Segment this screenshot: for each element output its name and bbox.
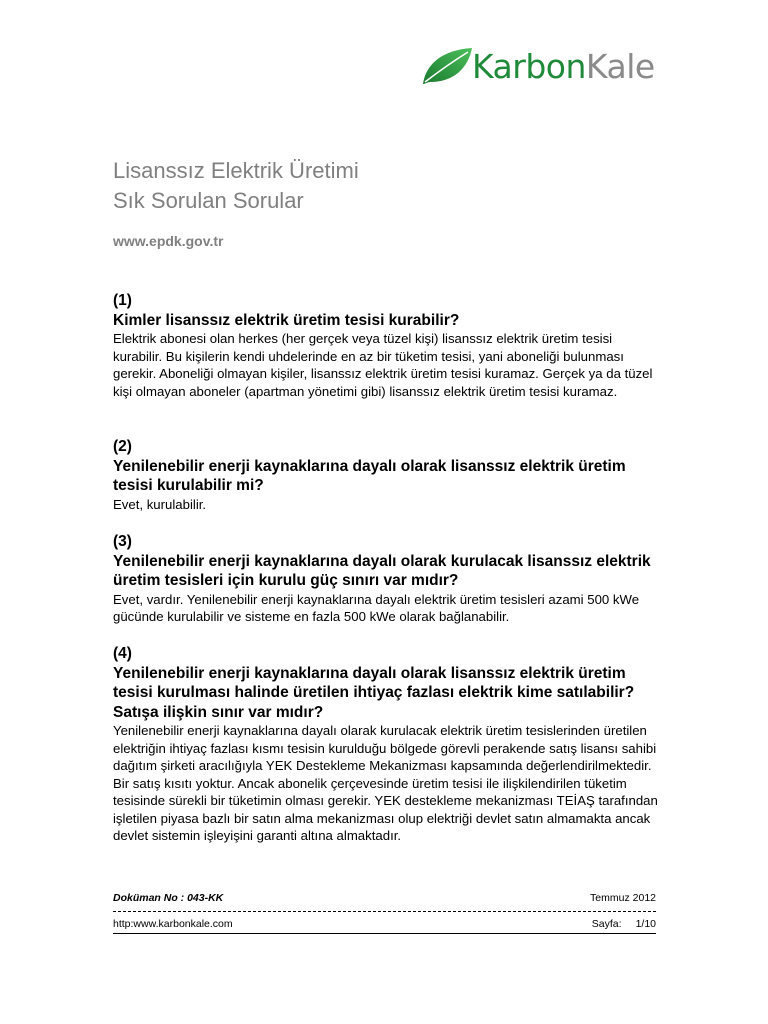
faq-question: Yenilenebilir enerji kaynaklarına dayalı olarak lisanssız elektrik üretim tesisi kurulması halinde üretilen ihtiyaç fazlası elektrik kime satılabilir? Satışa ilişkin sınır var mıdır?	[113, 664, 635, 721]
faq-question: Kimler lisanssız elektrik üretim tesisi kurabilir?	[113, 311, 460, 329]
leaf-icon	[420, 44, 474, 88]
faq-answer: Evet, kurulabilir.	[113, 496, 207, 512]
footer-dashed-divider	[113, 911, 656, 912]
faq-number: (3)	[113, 533, 132, 550]
faq-item-2	[113, 437, 658, 513]
footer-solid-divider	[113, 933, 656, 934]
page-indicator	[592, 918, 656, 931]
page-number: 1/10	[635, 918, 656, 930]
footer-url[interactable]: http:www.karbonkale.com	[113, 918, 233, 930]
page-label: Sayfa:	[591, 918, 622, 930]
faq-answer: Evet, vardır. Yenilenebilir enerji kaynaklarına dayalı elektrik üretim tesisleri azami 500 kWe gücünde kurulabilir ve sisteme en fazla 500 kWe olarak bağlanabilir.	[113, 591, 640, 624]
title-line-2: Sık Sorulan Sorular	[113, 188, 304, 213]
footer-top-row	[113, 892, 656, 905]
title-line-1: Lisanssız Elektrik Üretimi	[113, 158, 359, 183]
footer-bottom-row	[113, 918, 656, 931]
faq-number: (4)	[113, 645, 132, 662]
faq-number: (1)	[113, 292, 132, 309]
logo-wordmark	[472, 46, 655, 86]
document-date: Temmuz 2012	[590, 892, 656, 904]
faq-question: Yenilenebilir enerji kaynaklarına dayalı olarak lisanssız elektrik üretim tesisi kurulabilir mi?	[113, 457, 626, 494]
page-title	[113, 156, 359, 216]
document-number: Doküman No : 043-KK	[113, 892, 224, 904]
faq-answer: Elektrik abonesi olan herkes (her gerçek veya tüzel kişi) lisanssız elektrik üretim tesisi kurabilir. Bu kişilerin kendi uhdelerinde en az bir tüketim tesisi, yani aboneliği bulunması gerekir. Aboneliği olmayan kişiler, lisanssız elektrik üretim tesisi kuramaz. Gerçek ya da tüzel kişi olmayan aboneler (apartman yönetimi gibi) lisanssız elektrik üretim tesisi kuramaz.	[113, 331, 653, 399]
faq-item-4	[113, 644, 658, 845]
faq-item-1	[113, 291, 658, 400]
website-link[interactable]: www.epdk.gov.tr	[113, 233, 224, 249]
karbonkale-logo	[420, 44, 655, 88]
faq-question: Yenilenebilir enerji kaynaklarına dayalı olarak kurulacak lisanssız elektrik üretim tesisleri için kurulu güç sınırı var mıdır?	[113, 552, 651, 589]
logo-text-kale: Kale	[585, 46, 655, 86]
faq-number: (2)	[113, 438, 132, 455]
faq-answer: Yenilenebilir enerji kaynaklarına dayalı olarak kurulacak elektrik üretim tesislerinden üretilen elektriğin ihtiyaç fazlası kısmı tesisin kurulduğu bölgede görevli perakende satış lisansı sahibi dağıtım şirketi aracılığıyla YEK Destekleme Mekanizması kapsamında değerlendirilmektedir. Bir satış kısıtı yoktur. Ancak abonelik çerçevesinde üretim tesisi ile ilişkilendirilen tüketim tesisinde sürekli bir tüketimin olması gerekir. YEK destekleme mekanizması TEİAŞ tarafından işletilen piyasa bazlı bir satın alma mekanizması olup elektriği devlet satın almamakta ancak devlet sistemin işleyişini garanti altına almaktadır.	[113, 723, 658, 843]
logo-text-karbon: Karbon	[472, 46, 586, 86]
faq-item-3	[113, 532, 658, 626]
